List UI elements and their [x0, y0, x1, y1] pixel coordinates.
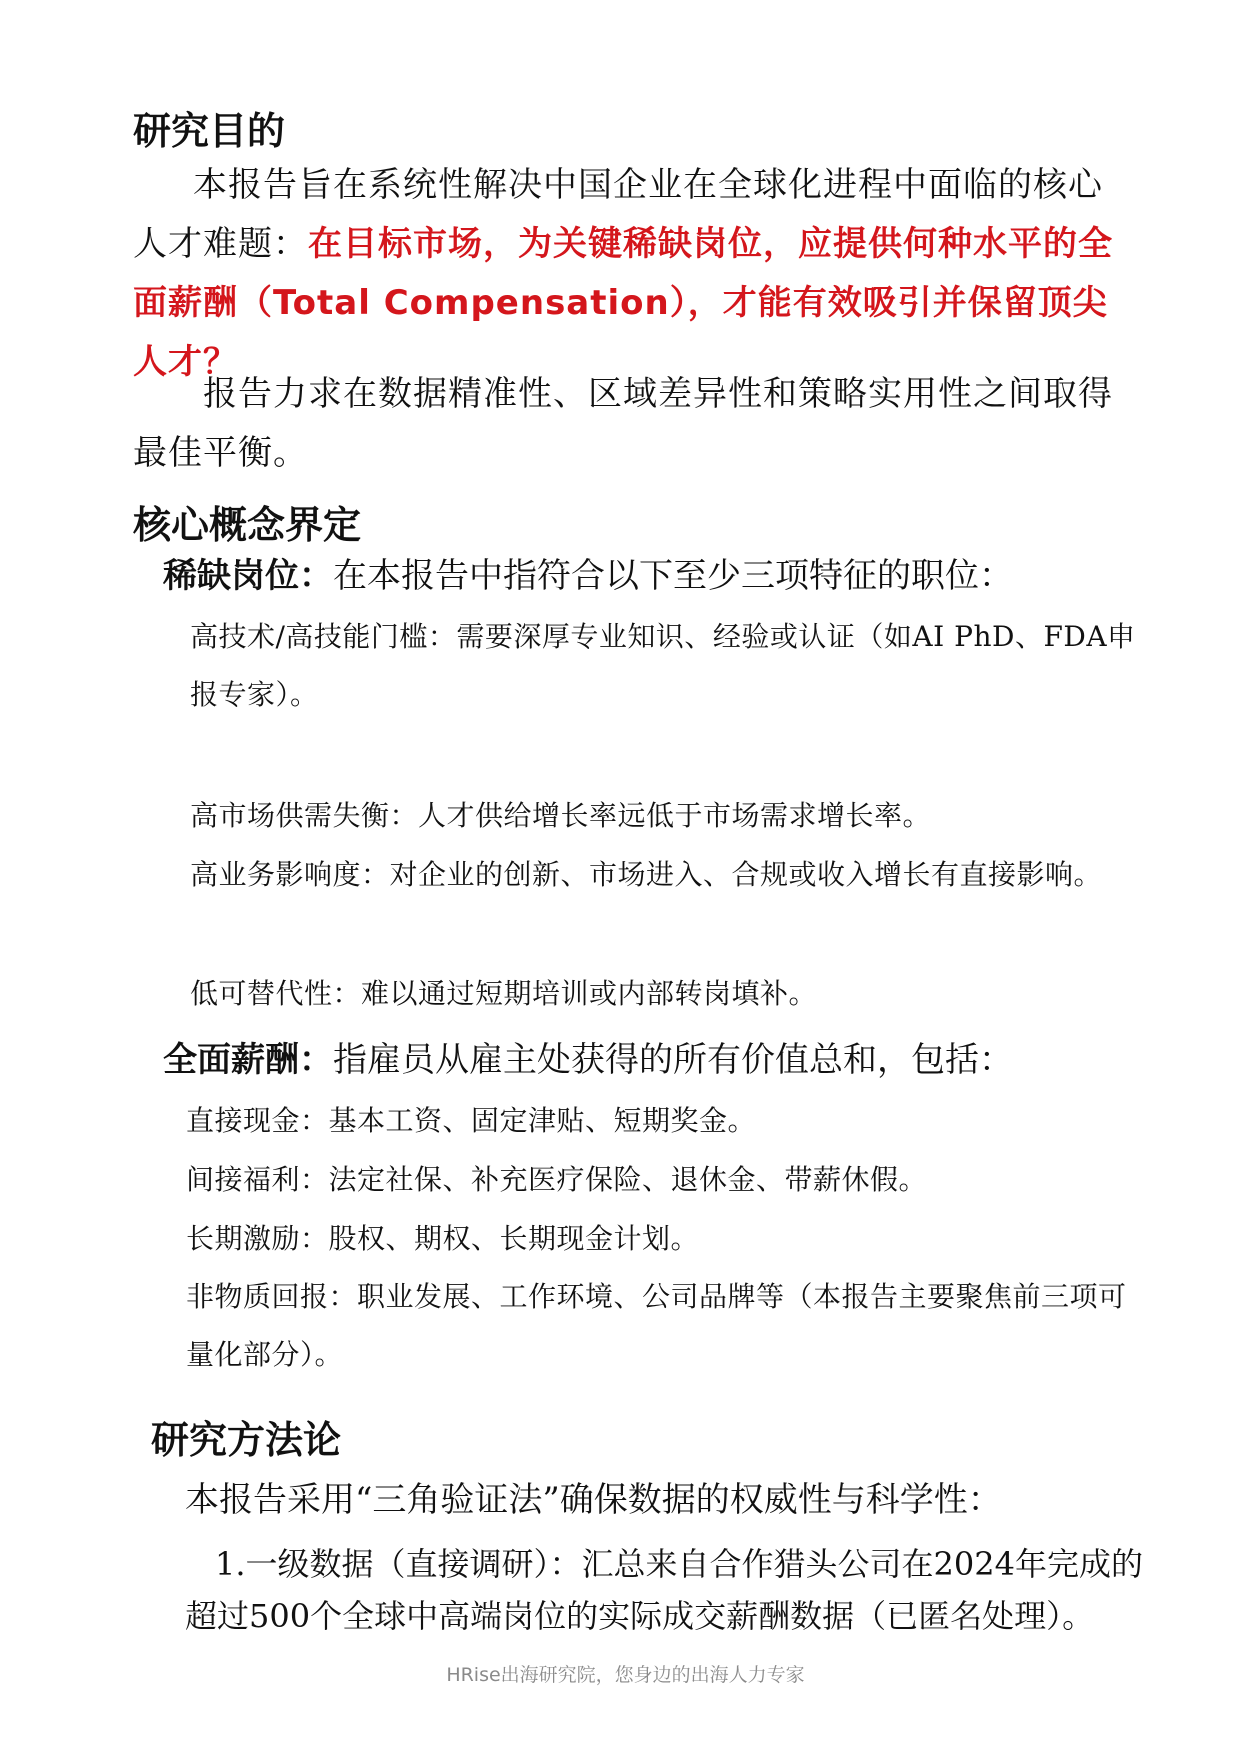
section-title-concepts: 核心概念界定 — [133, 503, 362, 547]
scarce-item-4: 低可替代性：难以通过短期培训或内部转岗填补。 — [190, 977, 818, 1010]
scarce-item-3: 高业务影响度：对企业的创新、市场进入、合规或收入增长有直接影响。 — [190, 858, 1103, 891]
balance-paragraph: 报告力求在数据精准性、区域差异性和策略实用性之间取得最佳平衡。 — [133, 374, 1113, 473]
section-title-purpose: 研究目的 — [133, 109, 286, 153]
section-title-methodology: 研究方法论 — [151, 1418, 342, 1462]
comp-item-4: 非物质回报：职业发展、工作环境、公司品牌等（本报告主要聚焦前三项可量化部分）。 — [186, 1280, 1127, 1371]
comp-item-2: 间接福利：法定社保、补充医疗保险、退休金、带薪休假。 — [186, 1163, 928, 1196]
total-comp-definition — [163, 1036, 1143, 1084]
page-footer: HRise出海研究院，您身边的出海人力专家 — [446, 1664, 805, 1686]
scarce-position-desc: 在本报告中指符合以下至少三项特征的职位： — [333, 556, 1013, 596]
scarce-position-definition — [163, 552, 1143, 600]
total-comp-desc: 指雇员从雇主处获得的所有价值总和，包括： — [333, 1040, 1013, 1080]
scarce-item-1: 高技术/高技能门槛：需要深厚专业知识、经验或认证（如AI PhD、FDA申报专家）。 — [190, 620, 1136, 711]
scarce-item-2: 高市场供需失衡：人才供给增长率远低于市场需求增长率。 — [190, 799, 932, 832]
comp-item-3: 长期激励：股权、期权、长期现金计划。 — [186, 1222, 700, 1255]
methodology-item-1: 1.一级数据（直接调研）：汇总来自合作猎头公司在2024年完成的超过500个全球中高端岗位的实际成交薪酬数据（已匿名处理）。 — [185, 1545, 1143, 1635]
purpose-highlight: 在目标市场，为关键稀缺岗位，应提供何种水平的全面薪酬（Total Compensation），才能有效吸引并保留顶尖人才？ — [133, 224, 1113, 382]
purpose-paragraph — [133, 156, 1133, 392]
comp-item-1: 直接现金：基本工资、固定津贴、短期奖金。 — [186, 1104, 757, 1137]
scarce-position-term: 稀缺岗位： — [163, 556, 333, 596]
total-comp-term: 全面薪酬： — [163, 1040, 333, 1080]
purpose-text: 本报告旨在系统性解决中国企业在全球化进程中面临的核心人才难题： — [133, 165, 1103, 264]
methodology-intro: 本报告采用“三角验证法”确保数据的权威性与科学性： — [185, 1480, 1002, 1520]
